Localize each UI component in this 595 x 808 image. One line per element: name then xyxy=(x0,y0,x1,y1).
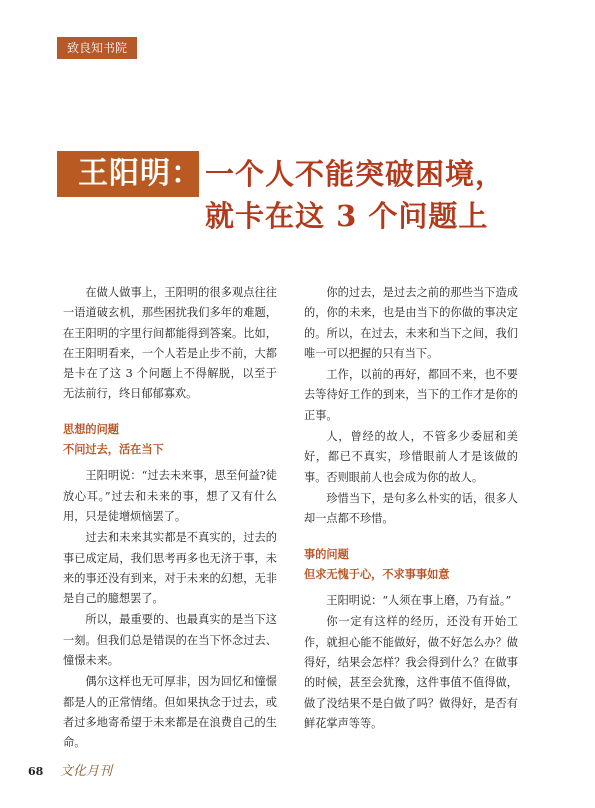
right-column xyxy=(304,283,518,735)
paragraph: 工作，以前的再好，都回不来，也不要去等待好工作的到来，当下的工作才是你的正事。 xyxy=(304,368,518,422)
paragraph: 你一定有这样的经历，还没有开始工作，就担心能不能做好，做不好怎么办？做得好，结果会怎样？我会得到什么？在做事的时候，甚至会犹豫，这件事值不值得做，做了没结果不是白做了吗？做得好，是否有鲜花掌声等等。 xyxy=(304,615,518,730)
title-name: 王阳明： xyxy=(78,156,202,191)
magazine-logo: 文化月刊 xyxy=(60,764,113,779)
page-number: 68 xyxy=(28,765,44,778)
title-line-1: 一个人不能突破困境， xyxy=(205,157,506,191)
paragraph: 王阳明说：“人须在事上磨，乃有益。” xyxy=(326,594,512,608)
left-column xyxy=(63,283,277,755)
section-heading: 思想的问题 xyxy=(63,422,119,436)
paragraph: 所以，最重要的、也最真实的是当下这一刻。但我们总是错误的在当下怀念过去、憧憬未来。 xyxy=(63,613,277,668)
paragraph: 在做人做事上，王阳明的很多观点往往一语道破玄机，那些困扰我们多年的难题，在王阳明的字里行间都能得到答案。比如，在王阳明看来，一个人若是止步不前，大都是卡在了这 3 个问题上不得解脱，以至于无法前行，终日郁郁寡欢。 xyxy=(63,286,277,401)
paragraph: 你的过去，是过去之前的那些当下造成的，你的未来，也是由当下的你做的事决定的。所以，在过去，未来和当下之间，我们唯一可以把握的只有当下。 xyxy=(304,286,518,360)
section-heading: 事的问题 xyxy=(304,547,349,561)
paragraph: 珍惜当下，是句多么朴实的话，很多人却一点都不珍惜。 xyxy=(304,491,518,526)
column-tag: 致良知书院 xyxy=(57,37,137,59)
title-line-2: 就卡在这 3 个问题上 xyxy=(205,199,489,233)
paragraph: 过去和未来其实都是不真实的，过去的事已成定局，我们思考再多也无济于事，未来的事还没有到来，对于未来的幻想，无非是自己的臆想罢了。 xyxy=(63,531,277,606)
paragraph: 人，曾经的故人，不管多少委屈和美好，都已不真实，珍惜眼前人才是该做的事。否则眼前人也会成为你的故人。 xyxy=(304,430,518,484)
paragraph: 偶尔这样也无可厚非，因为回忆和憧憬都是人的正常情绪。但如果执念于过去，或者过多地寄希望于未来都是在浪费自己的生命。 xyxy=(63,675,277,750)
section-subheading: 但求无愧于心，不求事事如意 xyxy=(304,567,450,581)
section-subheading: 不问过去，活在当下 xyxy=(63,443,164,457)
paragraph: 王阳明说：“过去未来事，思至何益?徒放心耳。”过去和未来的事，想了又有什么用，只是徒增烦恼罢了。 xyxy=(63,469,277,523)
